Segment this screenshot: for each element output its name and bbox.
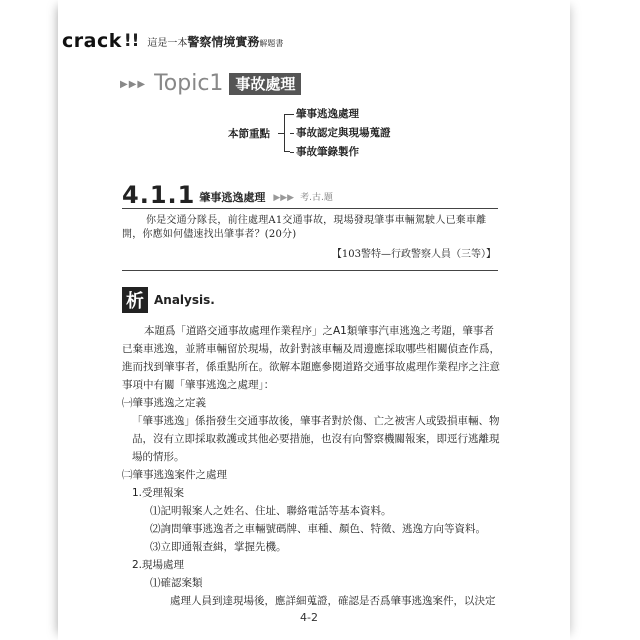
- outline-tick: [290, 114, 294, 115]
- step-scene-a: ⑴確認案類: [150, 577, 203, 589]
- heading-handling: ㈡肇事逃逸案件之處理: [122, 469, 227, 481]
- question-text: 你是交通分隊長，前往處理A1交通事故，現場發現肇事車輛駕駛人已棄車離開，你應如何儘速找出肇事者？(20分): [122, 215, 487, 240]
- intro-paragraph: 本題爲「道路交通事故處理作業程序」之A1類肇事汽車逃逸之考題，肇事者已棄車逃逸，並將車輛留於現場，故針對該車輛及周邊應採取哪些相關偵查作爲，進而找到肇事者，係重點所在。欲解本題應參閱道路交通事故處理作業程序之注意事項中有關「肇事逃逸之處理」：: [122, 325, 500, 391]
- topic-label: Topic1: [154, 71, 224, 96]
- definition-paragraph: 「肇事逃逸」係指發生交通事故後，肇事者對於傷、亡之被害人或毀損車輛、物品，沒有立即採取救護或其他必要措施，也沒有向警察機關報案，即逕行逃離現場的情形。: [132, 415, 500, 463]
- outline-tick: [290, 152, 294, 153]
- analysis-icon: 析: [122, 287, 148, 313]
- question-source: 【103警特—行政警察人員（三等）】: [331, 249, 496, 260]
- section-number: 4.1.1: [122, 181, 196, 209]
- page-number: 4-2: [300, 611, 318, 624]
- outline-tick: [290, 133, 294, 134]
- running-header: [62, 32, 283, 50]
- tagline-pre: 這是一本: [147, 38, 188, 49]
- tagline-big: 警察情境實務: [187, 35, 260, 49]
- step-receive-c: ⑶立即通報查緝，掌握先機。: [150, 541, 287, 553]
- topic-arrows: ▶▶▶: [120, 78, 147, 90]
- section-outline: [228, 108, 428, 158]
- brand-logo: crack: [62, 30, 122, 52]
- header-tagline: [147, 36, 283, 50]
- outline-item: 事故認定與現場蒐證: [296, 127, 391, 139]
- topic-heading: [120, 72, 301, 96]
- topic-title: 事故處理: [229, 73, 301, 95]
- step-receive-b: ⑵詢問肇事逃逸者之車輛號碼牌、車種、顏色、特徵、逃逸方向等資料。: [150, 523, 486, 535]
- outline-root: 本節重點: [228, 128, 270, 140]
- analysis-label: Analysis.: [154, 293, 215, 307]
- section-rule: [122, 208, 498, 209]
- section-arrows: ▶▶▶: [273, 193, 295, 203]
- tagline-post: 解題書: [259, 39, 284, 48]
- step-scene: 2.現場處理: [132, 559, 185, 571]
- question-rule: [122, 270, 498, 271]
- analysis-content: [122, 322, 500, 610]
- section-tag: 考.古.題: [300, 193, 333, 203]
- section-heading: [122, 180, 333, 208]
- outline-item: 事故筆錄製作: [296, 146, 359, 158]
- outline-item: 肇事逃逸處理: [296, 108, 359, 120]
- question-box: [122, 214, 498, 272]
- section-title: 肇事逃逸處理: [199, 191, 266, 204]
- step-receive-a: ⑴記明報案人之姓名、住址、聯絡電話等基本資料。: [150, 505, 392, 517]
- step-receive-report: 1.受理報案: [132, 487, 185, 499]
- step-scene-a-body: 處理人員到達現場後，應詳細蒐證，確認是否爲肇事逃逸案件，以決定: [170, 595, 496, 607]
- heading-definition: ㈠肇事逃逸之定義: [122, 397, 206, 409]
- brand-mark: !!: [123, 31, 140, 51]
- analysis-heading: [122, 286, 215, 314]
